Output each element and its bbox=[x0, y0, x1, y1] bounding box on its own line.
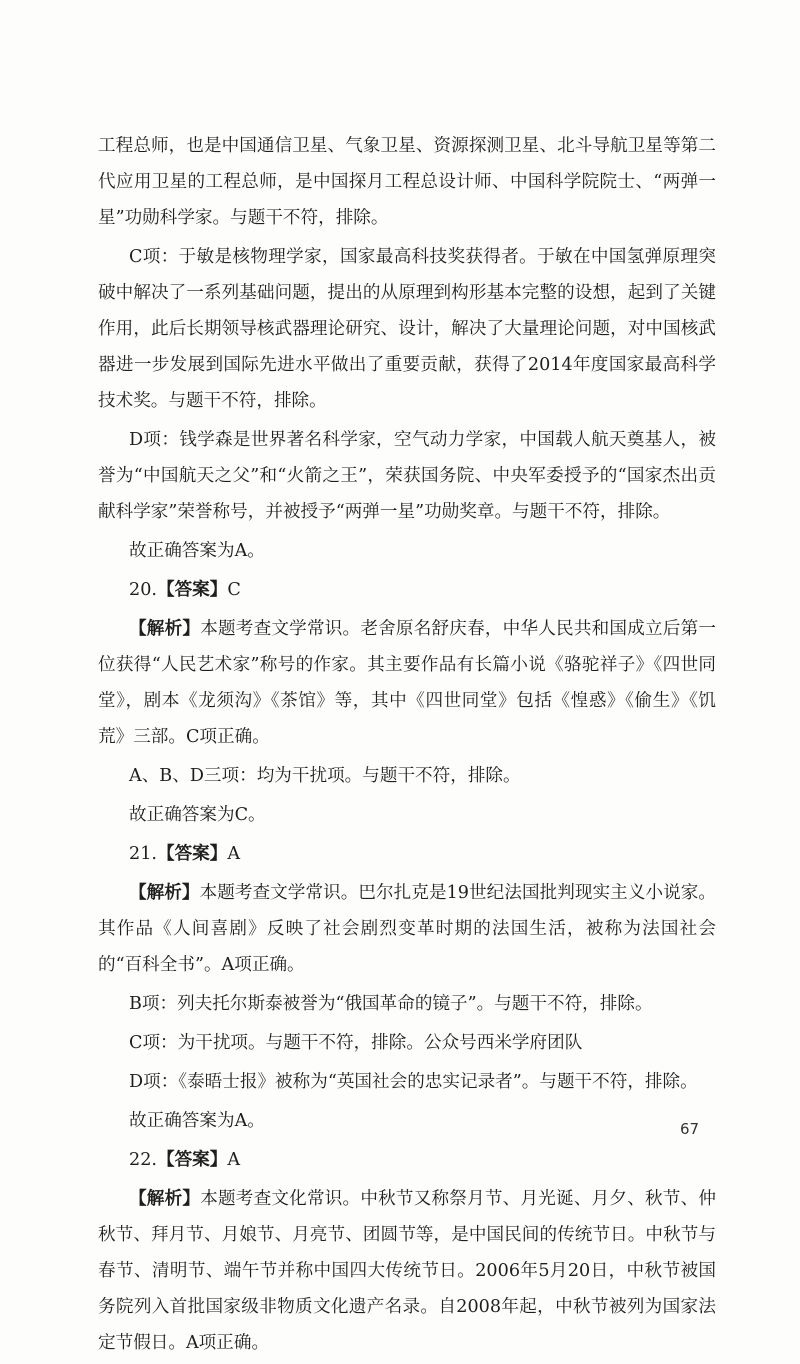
question-number: 20. bbox=[129, 580, 157, 600]
answer-label: 【答案】 bbox=[156, 579, 228, 600]
answer-line-21 bbox=[98, 836, 716, 872]
analysis-label: 【解析】 bbox=[129, 882, 200, 903]
answer-label: 【答案】 bbox=[156, 1149, 228, 1170]
analysis-text: 本题考查文学常识。巴尔扎克是19世纪法国批判现实主义小说家。其作品《人间喜剧》反映了社会剧烈变革时期的法国生活，被称为法国社会的“百科全书”。A项正确。 bbox=[98, 883, 716, 975]
answer-label: 【答案】 bbox=[156, 843, 228, 864]
paragraph-option-d: D项：钱学森是世界著名科学家，空气动力学家，中国载人航天奠基人，被誉为“中国航天之父”和“火箭之王”，荣获国务院、中央军委授予的“国家杰出贡献科学家”荣誉称号，并被授予“两弹一星”功勋奖章。与题干不符，排除。 bbox=[98, 430, 716, 522]
paragraph-conclusion: 故正确答案为A。 bbox=[129, 1111, 265, 1131]
analysis-label: 【解析】 bbox=[129, 1188, 201, 1209]
analysis-paragraph bbox=[98, 611, 716, 755]
analysis-text: 本题考查文学常识。老舍原名舒庆春，中华人民共和国成立后第一位获得“人民艺术家”称号的作家。其主要作品有长篇小说《骆驼祥子》《四世同堂》，剧本《龙须沟》《茶馆》等，其中《四世同堂》包括《惶惑》《偷生》《饥荒》三部。C项正确。 bbox=[98, 619, 716, 747]
answer-value: C bbox=[227, 580, 241, 600]
analysis-label: 【解析】 bbox=[129, 618, 201, 639]
paragraph-option-c: C项：于敏是核物理学家，国家最高科技奖获得者。于敏在中国氢弹原理突破中解决了一系列基础问题，提出的从原理到构形基本完整的设想，起到了关键作用，此后长期领导核武器理论研究、设计，解决了大量理论问题，对中国核武器进一步发展到国际先进水平做出了重要贡献，获得了2014年度国家最高科学技术奖。与题干不符，排除。 bbox=[98, 247, 716, 411]
page-number: 67 bbox=[680, 1120, 700, 1138]
answer-line-20 bbox=[98, 572, 716, 608]
answer-line-22 bbox=[98, 1142, 716, 1178]
paragraph-option-d: D项：《泰晤士报》被称为“英国社会的忠实记录者”。与题干不符，排除。 bbox=[129, 1072, 698, 1092]
question-number: 21. bbox=[129, 844, 157, 864]
paragraph-conclusion: 故正确答案为A。 bbox=[129, 541, 265, 561]
paragraph-options-abd: A、B、D三项：均为干扰项。与题干不符，排除。 bbox=[129, 766, 521, 786]
analysis-paragraph bbox=[98, 875, 716, 983]
paragraph-conclusion: 故正确答案为C。 bbox=[129, 805, 266, 825]
paragraph-continuation: 工程总师，也是中国通信卫星、气象卫星、资源探测卫星、北斗导航卫星等第二代应用卫星的工程总师，是中国探月工程总设计师、中国科学院院士、“两弹一星”功勋科学家。与题干不符，排除。 bbox=[98, 136, 716, 228]
page-content bbox=[98, 128, 716, 1364]
analysis-paragraph bbox=[98, 1181, 716, 1361]
question-number: 22. bbox=[129, 1150, 157, 1170]
answer-value: A bbox=[227, 844, 241, 864]
paragraph-option-c: C项：为干扰项。与题干不符，排除。公众号西米学府团队 bbox=[129, 1033, 583, 1053]
paragraph-option-b: B项：列夫托尔斯泰被誉为“俄国革命的镜子”。与题干不符，排除。 bbox=[129, 994, 653, 1014]
analysis-text: 本题考查文化常识。中秋节又称祭月节、月光诞、月夕、秋节、仲秋节、拜月节、月娘节、月亮节、团圆节等，是中国民间的传统节日。中秋节与春节、清明节、端午节并称中国四大传统节日。2006年5月20日，中秋节被国务院列入首批国家级非物质文化遗产名录。自2008年起，中秋节被列为国家法定节假日。A项正确。 bbox=[98, 1189, 716, 1353]
answer-value: A bbox=[227, 1150, 241, 1170]
